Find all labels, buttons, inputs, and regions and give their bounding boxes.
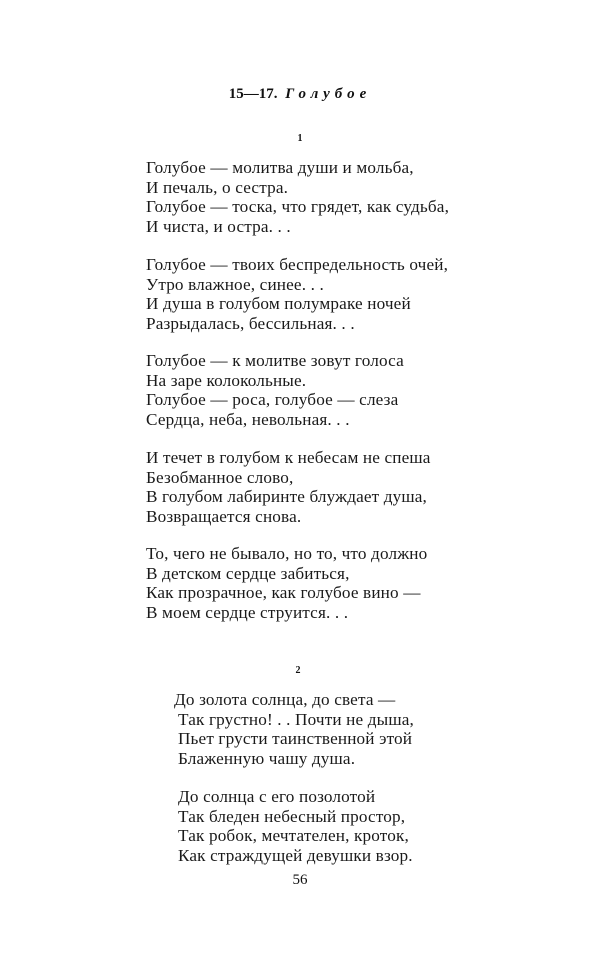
verse-line: Как страждущей девушки взор. (178, 845, 413, 865)
verse-line: Голубое — тоска, что грядет, как судьба, (146, 197, 450, 217)
stanza-1-5 (146, 544, 427, 622)
verse-line: Возвращается снова. (146, 506, 302, 526)
verse-line: Безобманное слово, (146, 467, 294, 487)
verse-line: В детском сердце забиться, (146, 563, 350, 583)
stanza-1-3 (146, 351, 404, 429)
part-number-2: 2 (295, 665, 301, 676)
poem-heading (0, 86, 600, 103)
verse-line: Так грустно! . . Почти не дыша, (178, 709, 414, 729)
page-number: 56 (292, 872, 308, 888)
verse-line: И течет в голубом к небесам не спеша (146, 448, 431, 467)
verse-line: Сердца, неба, невольная. . . (146, 409, 350, 429)
verse-line: Разрыдалась, бессильная. . . (146, 313, 355, 333)
verse-line: Утро влажное, синее. . . (146, 274, 324, 294)
verse-line: Так бледен небесный простор, (178, 806, 406, 826)
stanza-1-4 (146, 448, 431, 526)
verse-line: Так робок, мечтателен, кроток, (178, 826, 409, 846)
verse-line: И чиста, и остра. . . (146, 216, 291, 236)
verse-line: То, чего не бывало, но то, что должно (146, 544, 428, 563)
verse-line: Как прозрачное, как голубое вино — (146, 583, 421, 603)
verse-line: И душа в голубом полумраке ночей (146, 294, 411, 314)
verse-line: В голубом лабиринте блуждает душа, (146, 487, 427, 507)
verse-line: И печаль, о сестра. (146, 177, 289, 197)
poem-number-range: 15—17. (228, 86, 278, 102)
verse-line: Голубое — твоих беспредельность очей, (146, 255, 449, 274)
verse-line: До золота солнца, до света — (174, 690, 396, 709)
verse-line: Голубое — молитва души и мольба, (146, 158, 414, 177)
stanza-1-1 (146, 158, 449, 236)
verse-line: До солнца с его позолотой (178, 787, 376, 806)
verse-line: Пьет грусти таинственной этой (178, 729, 413, 749)
part-number-1: 1 (297, 133, 303, 144)
verse-line: Голубое — к молитве зовут голоса (146, 351, 404, 370)
stanza-1-2 (146, 255, 448, 333)
verse-line: В моем сердце струится. . . (146, 602, 349, 622)
verse-line: Блаженную чашу душа. (178, 748, 356, 768)
poem-title: Голубое (285, 86, 372, 102)
stanza-2-1 (174, 690, 414, 768)
verse-line: Голубое — роса, голубое — слеза (146, 390, 399, 410)
verse-line: На заре колокольные. (146, 370, 307, 390)
stanza-2-2 (178, 787, 413, 865)
